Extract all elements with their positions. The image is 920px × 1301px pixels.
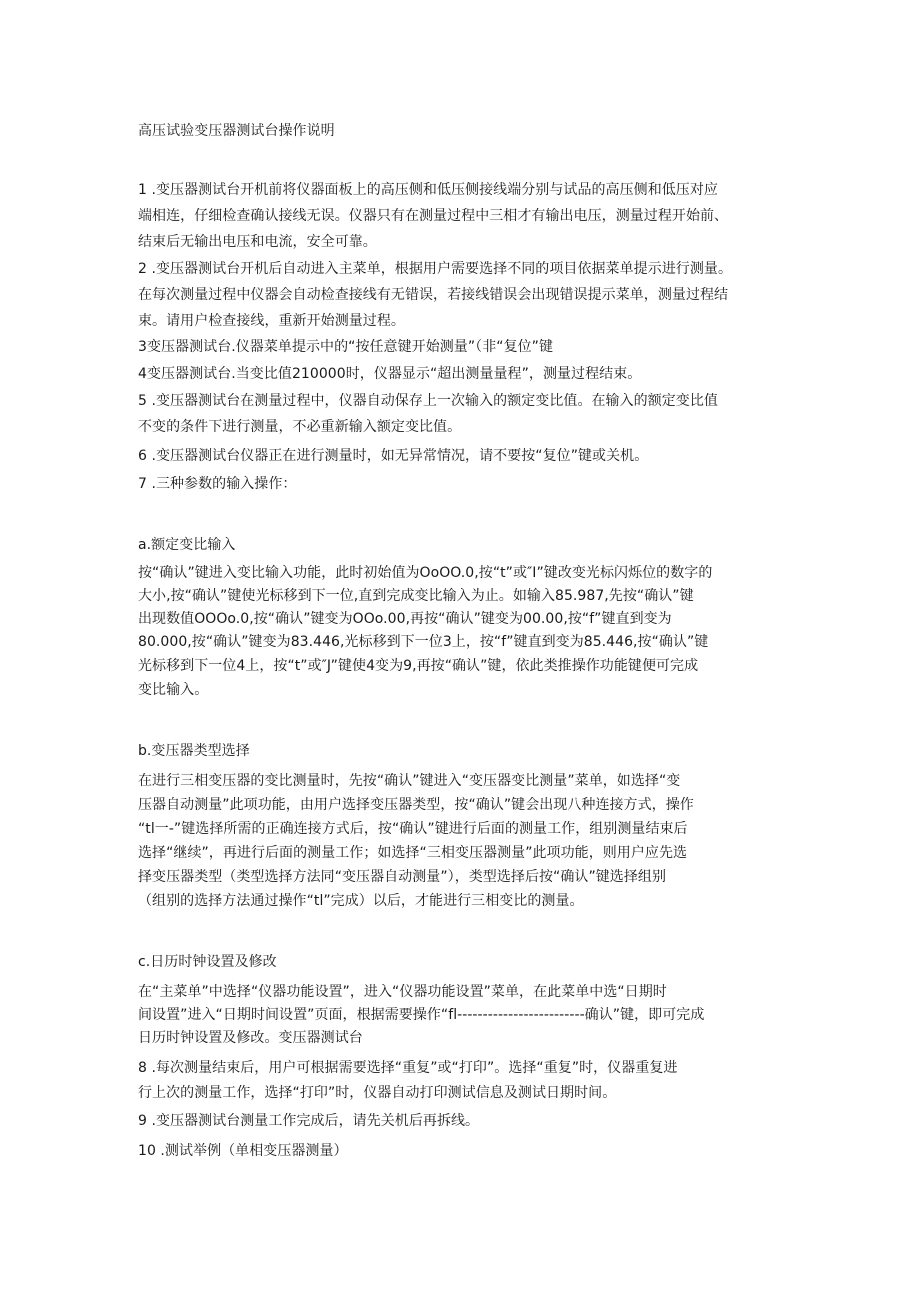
item-7: 7 .三种参数的输入操作： [138,476,297,492]
section-a-line-3: 出现数值OOOo.0,按“确认”键变为OOo.00,再按“确认”键变为00.00,按“f”键直到变为 [138,611,672,627]
item-3: 3变压器测试台.仪器菜单提示中的“按任意键开始测量”（非“复位”键 [138,339,554,355]
section-a-heading: a.额定变比输入 [138,537,236,553]
section-a-line-1: 按“确认”键进入变比输入功能，此时初始值为OoOO.0,按“t”或″I”键改变光标闪烁位的数字的 [138,565,713,581]
section-c-heading: c.日历时钟设置及修改 [138,954,277,970]
section-a-line-2: 大小,按“确认”键使光标移到下一位,直到完成变比输入为止。如输入85.987,先按“确认”键 [138,588,694,604]
item-1-line-2: 端相连，仔细检查确认接线无误。仪器只有在测量过程中三相才有输出电压，测量过程开始前、 [138,208,729,224]
item-10: 10 .测试举例（单相变压器测量） [138,1143,348,1159]
item-5-line-2: 不变的条件下进行测量，不必重新输入额定变比值。 [138,419,462,435]
section-a-line-4: 80.000,按“确认”键变为83.446,光标移到下一位3上，按“f”键直到变为85.446,按“确认”键 [138,634,709,650]
section-c-line-2: 间设置”进入“日期时间设置”页面，根据需要操作“fl-------------------------确认”键，即可完成 [138,1007,705,1023]
item-2-line-3: 束。请用户检查接线，重新开始测量过程。 [138,313,405,329]
item-8-line-2: 行上次的测量工作，选择“打印”时，仪器自动打印测试信息及测试日期时间。 [138,1085,617,1101]
section-b-line-2: 压器自动测量”此项功能，由用户选择变压器类型，按“确认”键会出现八种连接方式，操作 [138,797,694,813]
item-2-line-1: 2 .变压器测试台开机后自动进入主菜单，根据用户需要选择不同的项目依据菜单提示进行测量。 [138,261,733,277]
section-c-line-1: 在“主菜单”中选择“仪器功能设置”，进入“仪器功能设置”菜单，在此菜单中选“日期时 [138,984,667,1000]
section-b-line-6: （组别的选择方法通过操作“tl”完成）以后，才能进行三相变比的测量。 [138,893,584,909]
item-1-line-1: 1 .变压器测试台开机前将仪器面板上的高压侧和低压侧接线端分别与试品的高压侧和低压对应 [138,182,718,198]
item-4: 4变压器测试台.当变比值210000时，仪器显示“超出测量量程”，测量过程结束。 [138,366,642,382]
section-a-line-5: 光标移到下一位4上，按“t”或″J”键使4变为9,再按“确认”键，依此类推操作功能键便可完成 [138,658,699,674]
document-title: 高压试验变压器测试台操作说明 [138,123,335,139]
section-b-line-1: 在进行三相变压器的变比测量时，先按“确认”键进入“变压器变比测量”菜单，如选择“变 [138,773,681,789]
section-b-line-5: 择变压器类型（类型选择方法同“变压器自动测量”），类型选择后按“确认”键选择组别 [138,869,667,885]
item-5-line-1: 5 .变压器测试台在测量过程中，仪器自动保存上一次输入的额定变比值。在输入的额定变比值 [138,393,718,409]
item-1-line-3: 结束后无输出电压和电流，安全可靠。 [138,234,377,250]
section-a-line-6: 变比输入。 [138,682,209,698]
section-b-heading: b.变压器类型选择 [138,743,250,759]
item-9: 9 .变压器测试台测量工作完成后，请先关机后再拆线。 [138,1113,480,1129]
section-c-line-3: 日历时钟设置及修改。变压器测试台 [138,1030,363,1046]
item-2-line-2: 在每次测量过程中仪器会自动检查接线有无错误，若接线错误会出现错误提示菜单，测量过程结 [138,287,729,303]
item-8-line-1: 8 .每次测量结束后，用户可根据需要选择“重复”或“打印”。选择“重复”时，仪器重复进 [138,1060,678,1076]
section-b-line-3: “tl一-”键选择所需的正确连接方式后，按“确认”键进行后面的测量工作，组别测量结束后 [138,821,688,837]
section-b-line-4: 选择“继续”，再进行后面的测量工作；如选择“三相变压器测量”此项功能，则用户应先选 [138,845,688,861]
item-6: 6 .变压器测试台仪器正在进行测量时，如无异常情况，请不要按“复位”键或关机。 [138,448,649,464]
